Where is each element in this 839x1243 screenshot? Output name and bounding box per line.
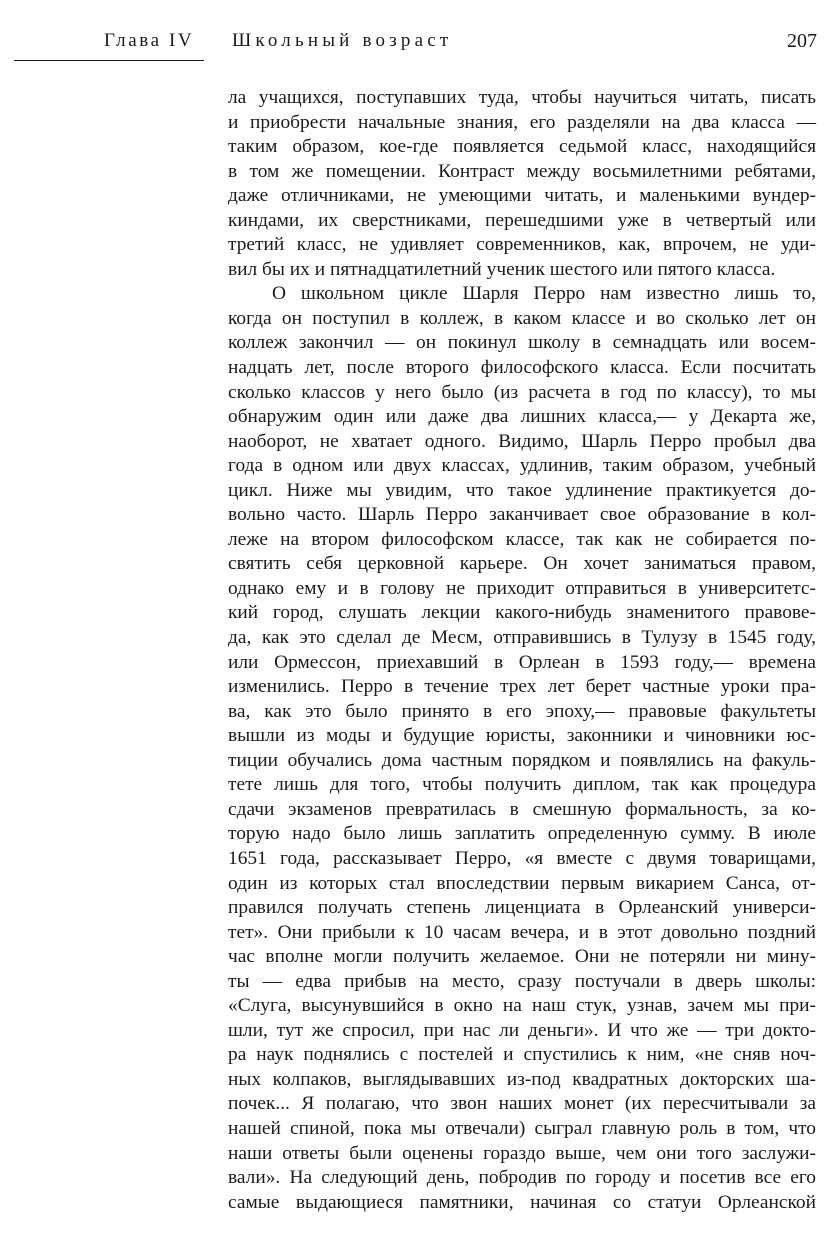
text-line: тет». Они прибыли к 10 часам вечера, и в этот довольно поздний (228, 921, 816, 943)
text-line: «Слуга, высунувшийся в окно на наш стук, узнав, зачем мы при- (228, 995, 816, 1017)
text-line: тиции обучались дома частным порядком и появлялись на факуль- (228, 749, 816, 771)
text-line: даже отличниками, не умеющими читать, и маленькими вундер- (228, 185, 816, 207)
text-line: правился получать степень лиценциата в Орлеанский универси- (228, 897, 816, 919)
text-line: ра наук поднялись с постелей и спустились к ним, «не сняв ноч- (228, 1044, 816, 1066)
text-line: наши ответы были оценены гораздо выше, чем они того заслужи- (228, 1142, 816, 1164)
text-line: нашей спиной, пока мы отвечали) сыграл главную роль в том, что (228, 1117, 816, 1139)
paragraph-2 (228, 282, 816, 1215)
text-line: третий класс, не удивляет современников, как, впрочем, не уди- (228, 234, 816, 256)
header-rule (14, 60, 204, 61)
text-line: час вполне могли получить желаемое. Они не потеряли ни мину- (228, 946, 816, 968)
text-line: да, как это сделал де Месм, отправившись в Тулузу в 1545 году, (228, 627, 816, 649)
body-text (228, 86, 816, 1215)
text-line: вышли из моды и будущие юристы, законники и чиновники юс- (228, 725, 816, 747)
text-line: сдачи экзаменов превратилась в смешную формальность, за ко- (228, 798, 816, 820)
text-line: вольно часто. Шарль Перро заканчивает свое образование в кол- (228, 504, 816, 526)
text-line: надцать лет, после второго философского класса. Если посчитать (228, 357, 816, 379)
text-line: тете лишь для того, чтобы получить диплом, так как процедура (228, 774, 816, 796)
paragraph-1 (228, 86, 816, 282)
text-line: изменились. Перро в течение трех лет берет частные уроки пра- (228, 676, 816, 698)
text-line: таким образом, кое-где появляется седьмой класс, находящийся (228, 136, 816, 158)
text-line: года в одном или двух классах, удлинив, таким образом, учебный (228, 455, 816, 477)
text-line: наоборот, не хватает одного. Видимо, Шарль Перро пробыл два (228, 430, 816, 452)
text-line: самые выдающиеся памятники, начиная со статуи Орлеанской (228, 1191, 816, 1213)
text-line: однако ему и в голову не приходит отправиться в университетс- (228, 577, 816, 599)
text-line: один из которых стал впоследствии первым викарием Санса, от- (228, 872, 816, 894)
text-line: почек... Я полагаю, что звон наших монет (их пересчитывали за (228, 1093, 816, 1115)
section-title: Школьный возраст (232, 30, 453, 51)
page-number: 207 (787, 30, 817, 52)
text-line: леже на втором философском классе, так как не собирается по- (228, 528, 816, 550)
text-line: шли, тут же спросил, при нас ли деньги». И что же — три докто- (228, 1019, 816, 1041)
chapter-label: Глава IV (104, 30, 195, 51)
text-line: О школьном цикле Шарля Перро нам известно лишь то, (272, 283, 816, 305)
text-line: торую надо было лишь заплатить определенную сумму. В июле (228, 823, 816, 845)
text-line: коллеж закончил — он покинул школу в семнадцать или восем- (228, 332, 816, 354)
text-line: ты — едва прибыв на место, сразу постучали в дверь школы: (228, 970, 816, 992)
text-line: и приобрести начальные знания, его разделяли на два класса — (228, 111, 816, 133)
text-line: кий город, слушать лекции какого-нибудь знаменитого правове- (228, 602, 816, 624)
text-line: святить себя церковной карьере. Он хочет заниматься правом, (228, 553, 816, 575)
text-line: ла учащихся, поступавших туда, чтобы научиться читать, писать (228, 87, 816, 108)
text-line: ных колпаков, выглядывавших из-под квадратных докторских ша- (228, 1068, 816, 1090)
text-line: когда он поступил в коллеж, в каком классе и во сколько лет он (228, 307, 816, 329)
text-line: обнаружим один или даже два лишних класса,— у Декарта же, (228, 406, 816, 428)
text-line: в том же помещении. Контраст между восьмилетними ребятами, (228, 160, 816, 182)
text-line: ва, как это было принято в его эпоху,— правовые факультеты (228, 700, 816, 722)
running-header (0, 30, 839, 60)
text-line: 1651 года, рассказывает Перро, «я вместе с двумя товарищами, (228, 847, 816, 869)
text-line: или Ормессон, приехавший в Орлеан в 1593 году,— времена (228, 651, 816, 673)
text-line: цикл. Ниже мы увидим, что такое удлинение практикуется до- (228, 479, 816, 501)
text-line: вали». На следующий день, побродив по городу и посетив все его (228, 1167, 816, 1189)
text-line: сколько классов у него было (из расчета в год по классу), то мы (228, 381, 816, 403)
text-line: вил бы их и пятнадцатилетний ученик шестого или пятого класса. (228, 258, 776, 280)
text-line: киндами, их сверстниками, перешедшими уже в четвертый или (228, 209, 816, 231)
